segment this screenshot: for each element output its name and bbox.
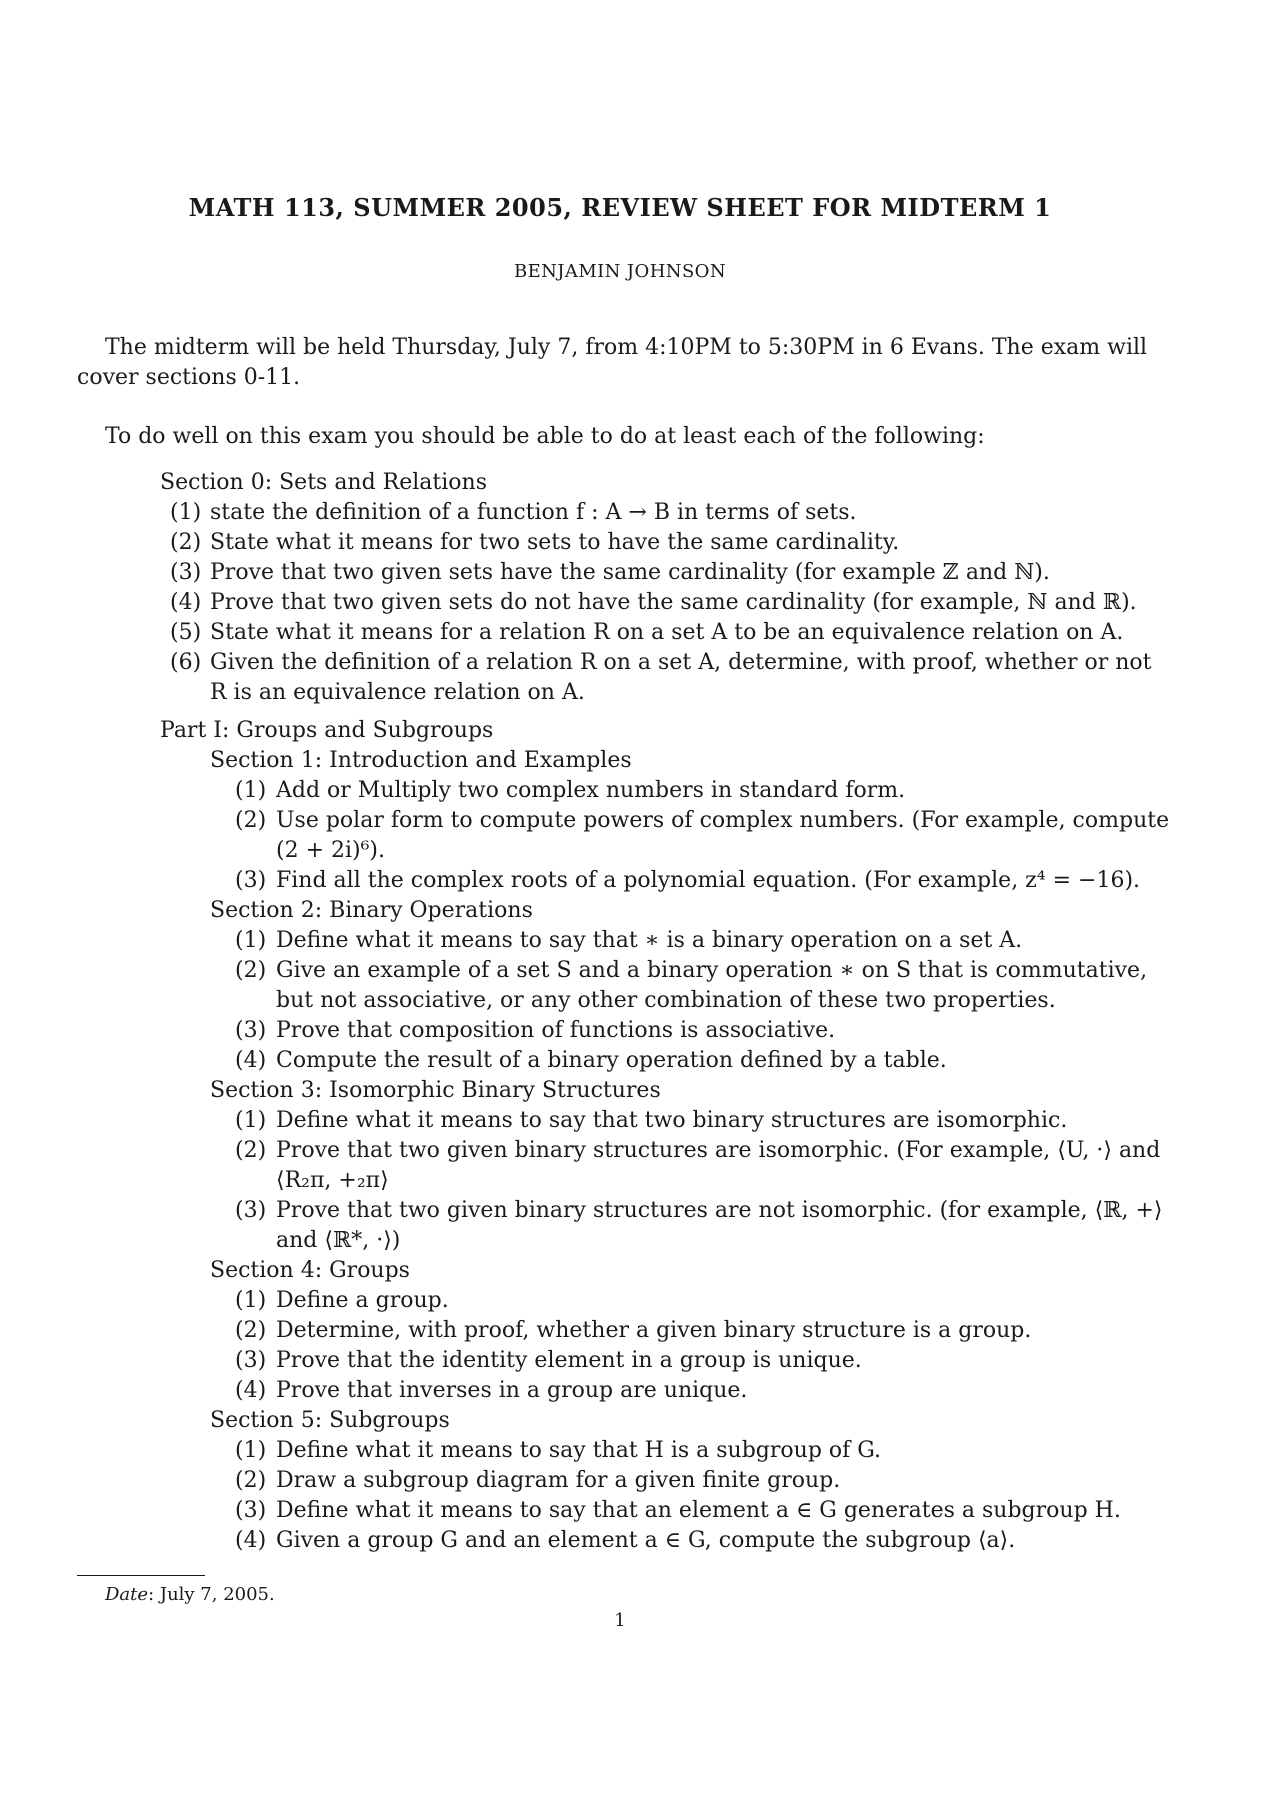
list-item: Given the definition of a relation R on a set A, determine, with proof, whether or not R is an equivalence relation on A. <box>210 650 1152 705</box>
item-number: (3) <box>235 1198 267 1223</box>
part-1-title: Part I: Groups and Subgroups <box>160 718 494 743</box>
date-label: Date <box>105 1584 149 1605</box>
footnote-date <box>105 1583 275 1607</box>
list-item: Define what it means to say that two binary structures are isomorphic. <box>276 1108 1068 1133</box>
list-item: state the definition of a function f : A → B in terms of sets. <box>210 500 857 525</box>
section-5-title: Section 5: Subgroups <box>210 1408 450 1433</box>
section-3-title: Section 3: Isomorphic Binary Structures <box>210 1078 661 1103</box>
item-number: (3) <box>235 1498 267 1523</box>
item-number: (3) <box>235 1018 267 1043</box>
list-item: Determine, with proof, whether a given binary structure is a group. <box>276 1318 1032 1343</box>
page-title: MATH 113, SUMMER 2005, REVIEW SHEET FOR MIDTERM 1 <box>188 193 1052 222</box>
item-number: (2) <box>235 1468 267 1493</box>
list-item: State what it means for two sets to have the same cardinality. <box>210 530 900 555</box>
item-number: (3) <box>235 868 267 893</box>
list-item: Compute the result of a binary operation defined by a table. <box>276 1048 947 1073</box>
list-item: Add or Multiply two complex numbers in standard form. <box>276 778 906 803</box>
list-item: Prove that two given sets do not have the same cardinality (for example, ℕ and ℝ). <box>210 590 1137 615</box>
list-item: Define a group. <box>276 1288 449 1313</box>
list-item: Prove that the identity element in a group is unique. <box>276 1348 862 1373</box>
list-item: Prove that inverses in a group are unique. <box>276 1378 748 1403</box>
item-number: (4) <box>235 1528 267 1553</box>
list-item: Prove that two given sets have the same cardinality (for example ℤ and ℕ). <box>210 560 1050 585</box>
section-2-title: Section 2: Binary Operations <box>210 898 533 923</box>
item-number: (1) <box>170 500 202 525</box>
item-number: (1) <box>235 778 267 803</box>
date-value: : July 7, 2005. <box>148 1584 275 1605</box>
item-number: (4) <box>170 590 202 615</box>
item-number: (2) <box>235 808 267 833</box>
item-number: (6) <box>170 650 202 675</box>
item-number: (1) <box>235 1438 267 1463</box>
page-number: 1 <box>614 1610 626 1631</box>
item-number: (1) <box>235 928 267 953</box>
item-number: (2) <box>235 1138 267 1163</box>
section-0-title: Section 0: Sets and Relations <box>160 470 487 495</box>
section-1-title: Section 1: Introduction and Examples <box>210 748 632 773</box>
footnote-divider <box>77 1575 205 1576</box>
item-number: (4) <box>235 1378 267 1403</box>
item-number: (3) <box>235 1348 267 1373</box>
list-item: Draw a subgroup diagram for a given finite group. <box>276 1468 841 1493</box>
list-item: State what it means for a relation R on a set A to be an equivalence relation on A. <box>210 620 1124 645</box>
list-item: Define what it means to say that H is a subgroup of G. <box>276 1438 882 1463</box>
item-number: (1) <box>235 1108 267 1133</box>
list-item: Prove that two given binary structures are isomorphic. (For example, ⟨U, ·⟩ and ⟨R₂π, +₂π⟩ <box>276 1138 1161 1193</box>
intro-paragraph-1: The midterm will be held Thursday, July 7, from 4:10PM to 5:30PM in 6 Evans. The exam will cover sections 0-11. <box>77 335 1148 390</box>
list-item: Use polar form to compute powers of complex numbers. (For example, compute (2 + 2i)⁶). <box>276 808 1170 863</box>
author-name: BENJAMIN JOHNSON <box>513 261 726 282</box>
list-item: Find all the complex roots of a polynomial equation. (For example, z⁴ = −16). <box>276 868 1141 893</box>
item-number: (1) <box>235 1288 267 1313</box>
item-number: (5) <box>170 620 202 645</box>
list-item: Define what it means to say that ∗ is a binary operation on a set A. <box>276 928 1023 953</box>
section-4-title: Section 4: Groups <box>210 1258 410 1283</box>
list-item: Given a group G and an element a ∈ G, compute the subgroup ⟨a⟩. <box>276 1528 1016 1553</box>
item-number: (2) <box>235 958 267 983</box>
intro-paragraph-2: To do well on this exam you should be able to do at least each of the following: <box>105 424 985 449</box>
item-number: (4) <box>235 1048 267 1073</box>
list-item: Prove that composition of functions is associative. <box>276 1018 836 1043</box>
list-item: Prove that two given binary structures are not isomorphic. (for example, ⟨ℝ, +⟩ and ⟨ℝ*, ·⟩) <box>276 1198 1163 1253</box>
list-item: Define what it means to say that an element a ∈ G generates a subgroup H. <box>276 1498 1121 1523</box>
item-number: (3) <box>170 560 202 585</box>
list-item: Give an example of a set S and a binary operation ∗ on S that is commutative, but not associative, or any other combination of these two properties. <box>276 958 1148 1013</box>
item-number: (2) <box>235 1318 267 1343</box>
item-number: (2) <box>170 530 202 555</box>
